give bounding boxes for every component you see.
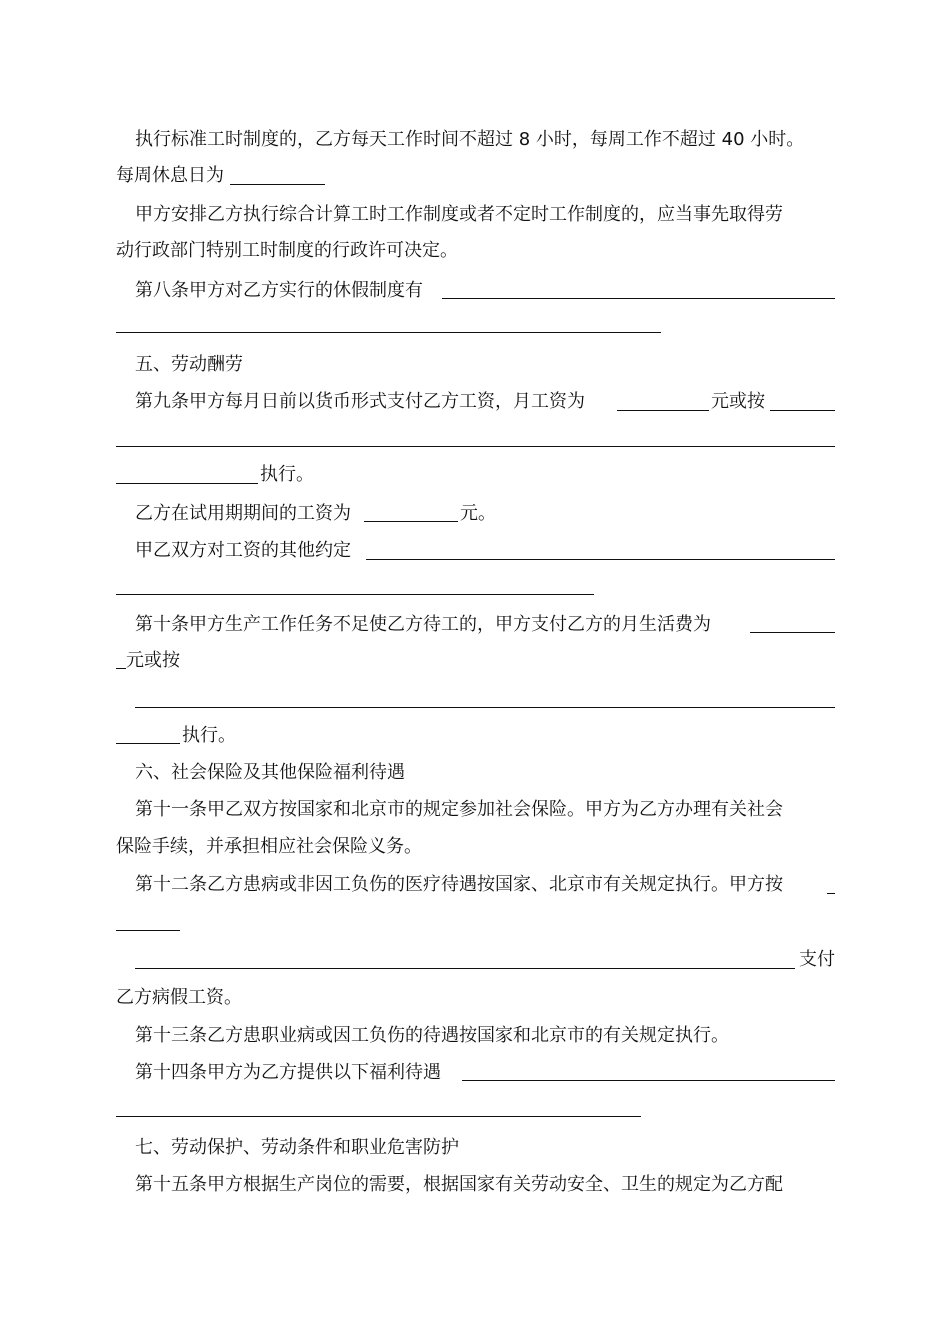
blank-other-wage bbox=[366, 559, 835, 560]
blank-leave-policy-continued bbox=[116, 332, 661, 333]
article-13: 第十三条乙方患职业病或因工负伤的待遇按国家和北京市的有关规定执行。 bbox=[135, 1025, 729, 1046]
section-5-heading: 五、劳动酬劳 bbox=[135, 354, 243, 375]
blank-allowance-method-end bbox=[116, 743, 180, 744]
article-14: 第十四条甲方为乙方提供以下福利待遇 bbox=[135, 1062, 441, 1083]
blank-sick-pay bbox=[827, 893, 835, 894]
paragraph-flex-hours-line-2: 动行政部门特别工时制度的行政许可决定。 bbox=[116, 240, 458, 261]
blank-living-allowance bbox=[750, 632, 835, 633]
article-10: 第十条甲方生产工作任务不足使乙方待工的，甲方支付乙方的月生活费为 bbox=[135, 614, 711, 635]
paragraph-flex-hours-line-1: 甲方安排乙方执行综合计算工时工作制度或者不定时工作制度的，应当事先取得劳 bbox=[135, 204, 783, 225]
article-9-unit: 元或按 bbox=[711, 391, 765, 412]
probation-wage: 乙方在试用期期间的工资为 bbox=[135, 503, 351, 524]
paragraph-work-hours-line-1: 执行标准工时制度的，乙方每天工作时间不超过 8 小时，每周工作不超过 40 小时。 bbox=[135, 129, 805, 150]
blank-sick-pay-continued bbox=[116, 930, 180, 931]
blank-rest-day bbox=[230, 184, 325, 185]
blank-allowance-method bbox=[135, 707, 835, 708]
article-12-end: 乙方病假工资。 bbox=[116, 987, 242, 1008]
blank-other-wage-continued bbox=[116, 594, 594, 595]
blank-leave-policy bbox=[442, 298, 835, 299]
blank-wage-method-end bbox=[116, 483, 258, 484]
article-8: 第八条甲方对乙方实行的休假制度有 bbox=[135, 280, 423, 301]
blank-probation-wage bbox=[364, 521, 458, 522]
section-7-heading: 七、劳动保护、劳动条件和职业危害防护 bbox=[135, 1137, 459, 1158]
article-9: 第九条甲方每月日前以货币形式支付乙方工资，月工资为 bbox=[135, 391, 585, 412]
article-11-line-2: 保险手续，并承担相应社会保险义务。 bbox=[116, 836, 422, 857]
blank-benefits bbox=[462, 1080, 835, 1081]
article-12: 第十二条乙方患病或非因工负伤的医疗待遇按国家、北京市有关规定执行。甲方按 bbox=[135, 874, 783, 895]
blank-living-allowance-end bbox=[116, 668, 126, 669]
other-wage-agreement: 甲乙双方对工资的其他约定 bbox=[135, 540, 351, 561]
blank-monthly-wage bbox=[617, 410, 709, 411]
blank-sick-pay-standard bbox=[135, 968, 795, 969]
article-10-execute: 执行。 bbox=[182, 725, 236, 746]
section-6-heading: 六、社会保险及其他保险福利待遇 bbox=[135, 762, 405, 783]
blank-benefits-continued bbox=[116, 1116, 641, 1117]
article-12-pay: 支付 bbox=[799, 949, 835, 970]
article-9-execute: 执行。 bbox=[260, 464, 314, 485]
article-11-line-1: 第十一条甲乙双方按国家和北京市的规定参加社会保险。甲方为乙方办理有关社会 bbox=[135, 799, 783, 820]
article-10-unit: 元或按 bbox=[126, 650, 180, 671]
probation-wage-unit: 元。 bbox=[460, 503, 496, 524]
blank-wage-method-continued bbox=[116, 446, 835, 447]
paragraph-work-hours-line-2: 每周休息日为 bbox=[116, 165, 224, 186]
article-15-line-1: 第十五条甲方根据生产岗位的需要，根据国家有关劳动安全、卫生的规定为乙方配 bbox=[135, 1174, 783, 1195]
blank-wage-method bbox=[770, 410, 835, 411]
